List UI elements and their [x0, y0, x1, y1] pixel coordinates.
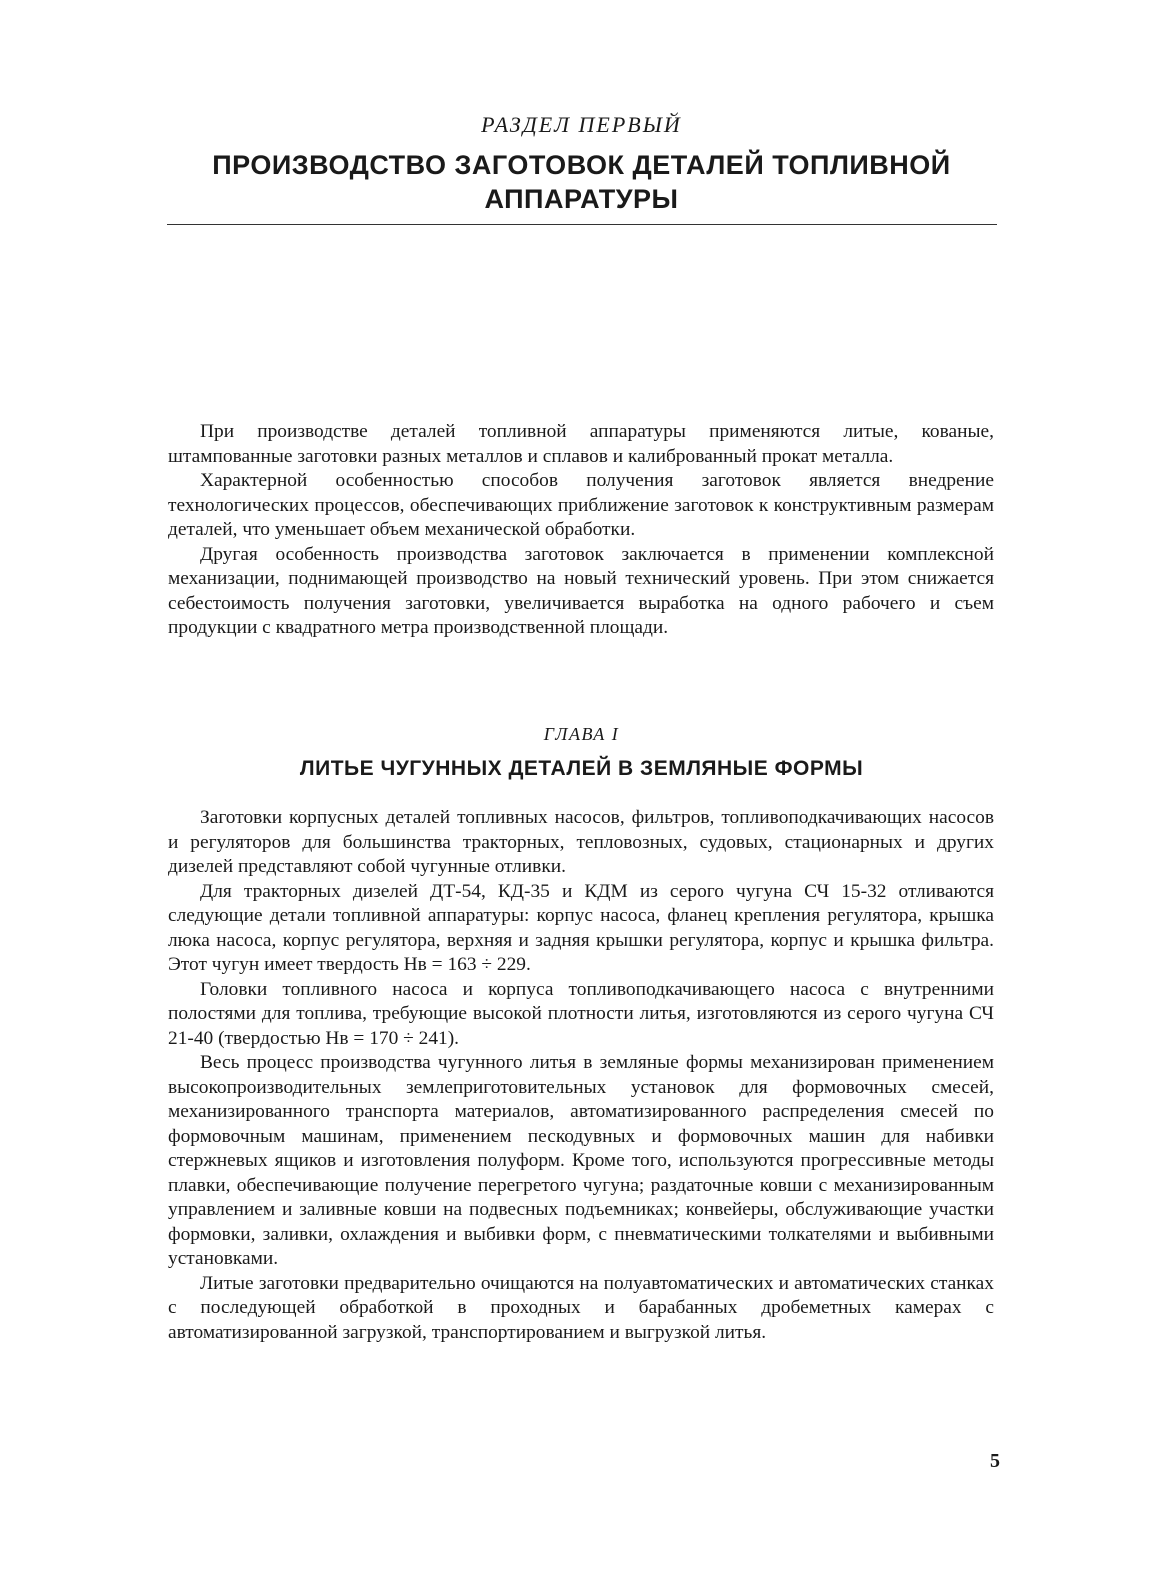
- chapter-paragraph: Заготовки корпусных деталей топливных насосов, фильтров, топливоподкачивающих насосов и регуляторов для большинства тракторных, тепловозных, судовых, стационарных и других дизелей представляют собой чугунные отливки.: [168, 807, 994, 877]
- intro-paragraph: Другая особенность производства заготовок заключается в применении комплексной механизации, поднимающей производство на новый технический уровень. При этом снижается себестоимость получения заготовки, увеличивается выработка на одного рабочего и съем продукции с квадратного метра производственной площади.: [168, 543, 994, 638]
- section-label: РАЗДЕЛ ПЕРВЫЙ: [481, 112, 682, 137]
- chapter-paragraph: Головки топливного насоса и корпуса топливоподкачивающего насоса с внутренними полостями для топлива, требующие высокой плотности литья, изготовляются из серого чугуна СЧ 21-40 (твердостью Hв = 170 ÷ 241).: [168, 978, 994, 1049]
- intro-paragraph: При производстве деталей топливной аппаратуры применяются литые, кованые, штампованные заготовки разных металлов и сплавов и калиброванный прокат металла.: [168, 421, 994, 467]
- chapter-paragraph: Литые заготовки предварительно очищаются на полуавтоматических и автоматических станках с последующей обработкой в проходных и барабанных дробеметных камерах с автоматизированной загрузкой, транспортированием и выгрузкой литья.: [168, 1272, 994, 1343]
- chapter-title: ЛИТЬЕ ЧУГУННЫХ ДЕТАЛЕЙ В ЗЕМЛЯНЫЕ ФОРМЫ: [299, 757, 864, 780]
- intro-paragraph: Характерной особенностью способов получения заготовок является внедрение технологических процессов, обеспечивающих приближение заготовок к конструктивным размерам деталей, что уменьшает объем механической обработки.: [168, 470, 994, 540]
- chapter-paragraph: Для тракторных дизелей ДТ-54, КД-35 и КДМ из серого чугуна СЧ 15-32 отливаются следующие детали топливной аппаратуры: корпус насоса, фланец крепления регулятора, крышка люка насоса, корпус регулятора, верхняя и задняя крышки регулятора, корпус и крышка фильтра. Этот чугун имеет твердость Hв = 163 ÷ 229.: [168, 880, 994, 975]
- chapter-paragraph: Весь процесс производства чугунного литья в земляные формы механизирован применением высокопроизводительных землеприготовительных установок для формовочных смесей, механизированного транспорта материалов, автоматизированного распределения смесей по формовочным машинам, применением пескодувных и формовочных машин для набивки стержневых ящиков и изготовления полуформ. Кроме того, используются прогрессивные методы плавки, обеспечивающие получение перегретого чугуна; раздаточные ковши с механизированным управлением и заливные ковши на подвесных подъемниках; конвейеры, обслуживающие участки формовки, заливки, охлаждения и выбивки форм, с пневматическими толкателями и выбивными установками.: [168, 1052, 994, 1269]
- intro-text: [168, 420, 994, 641]
- page-number: 5: [990, 1450, 1000, 1472]
- chapter-label: ГЛАВА I: [543, 724, 620, 744]
- section-title: ПРОИЗВОДСТВО ЗАГОТОВОК ДЕТАЛЕЙ ТОПЛИВНОЙ АППАРАТУРЫ: [212, 150, 951, 214]
- chapter-text: [168, 806, 994, 1345]
- section-divider: [167, 224, 997, 225]
